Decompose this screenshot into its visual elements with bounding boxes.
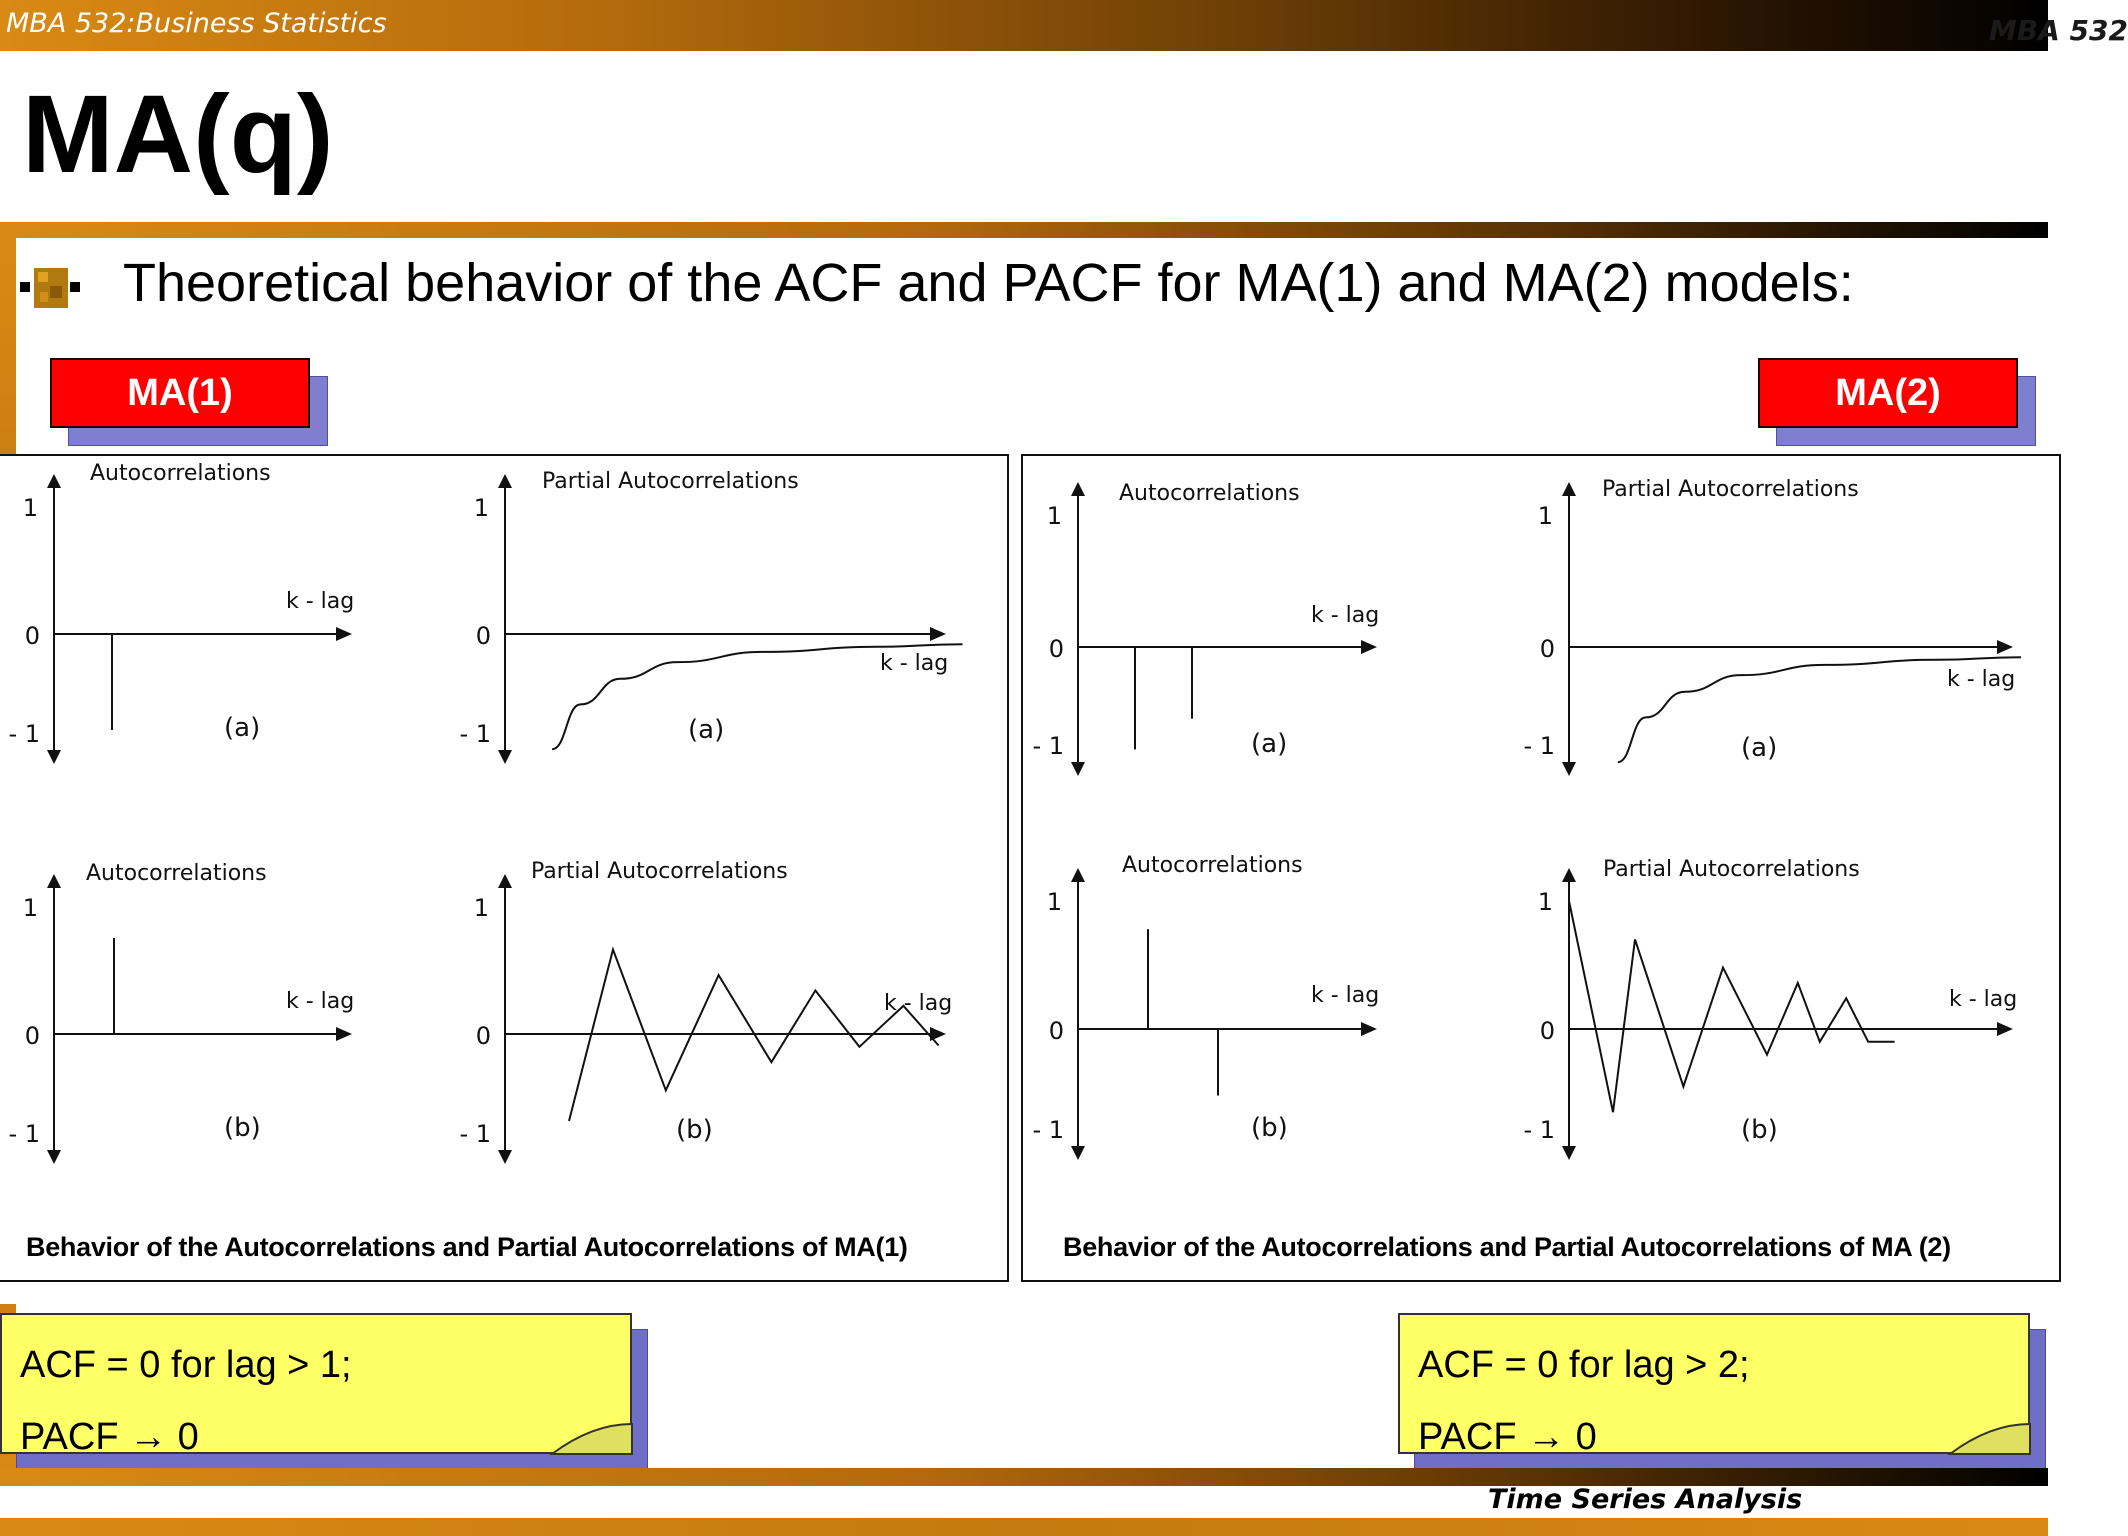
ma1_acf_b-xlabel: k - lag [286,989,355,1014]
ma2_pacf_b-y-arrow-up [1562,868,1576,882]
ma1_acf_b-x-arrow [336,1027,352,1041]
ma1_pacf_a-xlabel: k - lag [880,651,949,676]
ma1_pacf_a-ytick-m1: - 1 [459,720,491,748]
ma2_acf_a-xlabel: k - lag [1311,603,1380,628]
ma2_pacf_b-series-line [1569,901,1895,1112]
ma2-tag-label: MA(2) [1758,358,2018,428]
ma1-charts [0,456,1011,1284]
ma1-note-curl [552,1424,632,1454]
ma2_acf_b-xlabel: k - lag [1311,983,1380,1008]
ma2_pacf_b-x-arrow [1997,1022,2013,1036]
ma2_pacf_a-ytick-m1: - 1 [1523,732,1555,760]
ma2-note-line2: PACF → 0 [1418,1416,1597,1458]
ma1_acf_a-chart [8,461,354,764]
ma2_pacf_a-ytick-0: 0 [1539,635,1555,663]
ma1_acf_b-caption: (b) [224,1113,261,1143]
ma2_acf_a-x-arrow [1361,640,1377,654]
ma2_pacf_b-ytick-m1: - 1 [1523,1116,1555,1144]
ma1_acf_a-ytick-0: 0 [24,622,40,650]
ma2-note-curl [1950,1424,2030,1454]
ma1_acf_b-ytick-1: 1 [22,894,38,922]
left-accent-gap [0,1282,16,1304]
ma1_acf_a-xlabel: k - lag [286,589,355,614]
ma2_pacf_b-y-arrow-down [1562,1146,1576,1160]
ma2_pacf_a-xlabel: k - lag [1947,667,2016,692]
ma2_pacf_a-chart [1523,477,2021,776]
ma2-caption: Behavior of the Autocorrelations and Partial Autocorrelations of MA (2) [1063,1232,1951,1262]
ma1_pacf_a-y-arrow-down [498,750,512,764]
ma2_acf_b-ytick-m1: - 1 [1032,1116,1064,1144]
ma2_pacf_b-xlabel: k - lag [1949,987,2018,1012]
ma1_acf_b-chart [8,861,354,1164]
ma2_acf_a-ytick-m1: - 1 [1032,732,1064,760]
top-bar [0,0,2128,51]
ma2_pacf_b-chart [1523,857,2017,1160]
ma1_acf_b-ytick-m1: - 1 [8,1120,40,1148]
ma1_pacf_b-y-arrow-up [498,874,512,888]
ma2_acf_a-y-arrow-up [1071,482,1085,496]
ma1_pacf_b-caption: (b) [676,1115,713,1145]
ma1_acf_b-ytick-0: 0 [24,1022,40,1050]
ma2_acf_a-ytick-0: 0 [1048,635,1064,663]
ma2-panel [1021,454,2061,1282]
ma1_pacf_b-xlabel: k - lag [884,991,953,1016]
ma2_acf_b-ytick-0: 0 [1048,1017,1064,1045]
ma1_pacf_a-y-arrow-up [498,474,512,488]
bullet-icon [20,264,80,312]
ma1_pacf_b-chart [459,859,952,1164]
ma2-note-line1: ACF = 0 for lag > 2; [1418,1344,1750,1386]
ma1_acf_b-y-arrow-down [47,1150,61,1164]
ma1_pacf_a-x-arrow [930,627,946,641]
ma1-tag-label: MA(1) [50,358,310,428]
ma2_acf_a-title: Autocorrelations [1119,481,1300,506]
ma1_pacf_b-ytick-1: 1 [473,894,489,922]
ma1_pacf_a-caption: (a) [688,715,725,745]
ma1_acf_a-y-arrow-down [47,750,61,764]
ma1_pacf_b-series-line [569,950,939,1122]
ma1_pacf_a-ytick-1: 1 [473,494,489,522]
ma2_acf_b-y-arrow-down [1071,1146,1085,1160]
footer-text: Time Series Analysis [1488,1484,1803,1515]
ma2_pacf_b-ytick-0: 0 [1539,1017,1555,1045]
ma1_acf_a-x-arrow [336,627,352,641]
ma1_pacf_a-title: Partial Autocorrelations [542,469,799,494]
ma1-note-box [0,1313,632,1458]
ma2_acf_b-x-arrow [1361,1022,1377,1036]
ma2_acf_a-caption: (a) [1251,729,1288,759]
ma1_acf_a-caption: (a) [224,713,261,743]
ma2_pacf_a-title: Partial Autocorrelations [1602,477,1859,502]
bottom-bar [0,1518,2048,1536]
bullet-text: Theoretical behavior of the ACF and PACF for MA(1) and MA(2) models: [123,253,1854,313]
ma2_pacf_b-title: Partial Autocorrelations [1603,857,1860,882]
ma1_acf_a-ytick-m1: - 1 [8,720,40,748]
ma1_pacf_b-y-arrow-down [498,1150,512,1164]
ma2_pacf_b-caption: (b) [1741,1115,1778,1145]
ma1-caption: Behavior of the Autocorrelations and Partial Autocorrelations of MA(1) [26,1232,908,1262]
slide-title: MA(q) [22,73,334,196]
ma2_acf_b-y-arrow-up [1071,868,1085,882]
ma2_acf_b-caption: (b) [1251,1113,1288,1143]
ma1-note-line2: PACF → 0 [20,1416,199,1458]
ma2_acf_b-ytick-1: 1 [1046,888,1062,916]
ma1-note-line1: ACF = 0 for lag > 1; [20,1344,352,1386]
ma1_acf_b-y-arrow-up [47,874,61,888]
ma1_pacf_b-title: Partial Autocorrelations [531,859,788,884]
ma1_acf_a-y-arrow-up [47,474,61,488]
ma1-panel [0,454,1009,1282]
ma2_pacf_a-x-arrow [1997,640,2013,654]
ma1_pacf_b-ytick-0: 0 [475,1022,491,1050]
ma2_acf_a-ytick-1: 1 [1046,502,1062,530]
ma2_acf_a-chart [1032,481,1379,776]
ma1_pacf_a-chart [459,469,962,764]
ma1_acf_a-ytick-1: 1 [22,494,38,522]
course-title: MBA 532:Business Statistics [6,8,387,39]
ma2_acf_b-title: Autocorrelations [1122,853,1303,878]
ma1_acf_a-title: Autocorrelations [90,461,271,486]
ma2_pacf_a-y-arrow-down [1562,762,1576,776]
ma1_acf_b-title: Autocorrelations [86,861,267,886]
ma2-charts [1023,456,2063,1284]
ma2-note-box [1398,1313,2030,1458]
ma1_pacf_b-ytick-m1: - 1 [459,1120,491,1148]
ma2_pacf_a-caption: (a) [1741,733,1778,763]
ma2_pacf_b-ytick-1: 1 [1537,888,1553,916]
title-divider [0,222,2048,238]
ma2_acf_b-chart [1032,853,1379,1160]
course-title-right: MBA 532 [1988,14,2128,47]
ma2_pacf_a-ytick-1: 1 [1537,502,1553,530]
ma2_pacf_a-y-arrow-up [1562,482,1576,496]
ma2_acf_a-y-arrow-down [1071,762,1085,776]
ma1_pacf_a-ytick-0: 0 [475,622,491,650]
